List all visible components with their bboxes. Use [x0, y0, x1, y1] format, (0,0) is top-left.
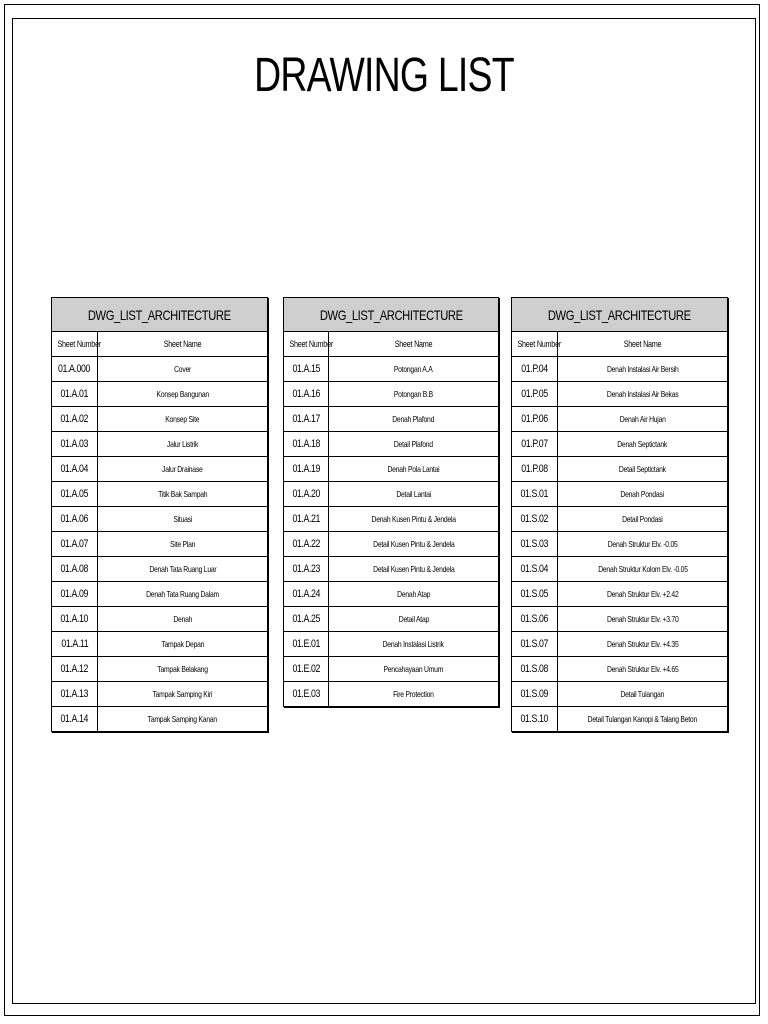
- sheet-name-cell: Denah Instalasi Listrik: [329, 632, 499, 657]
- table-row: [52, 582, 268, 607]
- sheet-name-cell: Jalur Listrik: [98, 432, 268, 457]
- sheet-name-cell: Denah Kusen Pintu & Jendela: [329, 507, 499, 532]
- sheet-name-cell: Denah Instalasi Air Bersih: [558, 357, 728, 382]
- sheet-number-cell: 01.S.05: [512, 582, 558, 607]
- sheet-number-cell: 01.S.01: [512, 482, 558, 507]
- sheet-name-cell: Konsep Site: [98, 407, 268, 432]
- sheet-name-cell: Denah: [98, 607, 268, 632]
- sheet-name-cell: Denah Pondasi: [558, 482, 728, 507]
- table-row: [284, 357, 499, 382]
- sheet-number-cell: 01.A.18: [284, 432, 329, 457]
- sheet-number-cell: 01.S.02: [512, 507, 558, 532]
- table-row: [52, 382, 268, 407]
- sheet-number-cell: 01.E.02: [284, 657, 329, 682]
- sheet-name-cell: Detail Tulangan Kanopi & Talang Beton: [558, 707, 728, 732]
- sheet-name-cell: Detail Pondasi: [558, 507, 728, 532]
- sheet-name-cell: Denah Struktur Kolom Elv. -0.05: [558, 557, 728, 582]
- sheet-name-cell: Denah Struktur Elv. -0.05: [558, 532, 728, 557]
- sheet-name-cell: Situasi: [98, 507, 268, 532]
- sheet-name-cell: Denah Tata Ruang Dalam: [98, 582, 268, 607]
- sheet-number-cell: 01.A.10: [52, 607, 98, 632]
- sheet-name-cell: Denah Instalasi Air Bekas: [558, 382, 728, 407]
- sheet-number-cell: 01.A.000: [52, 357, 98, 382]
- sheet-number-cell: 01.E.01: [284, 632, 329, 657]
- table-row: [284, 632, 499, 657]
- sheet-number-cell: 01.A.11: [52, 632, 98, 657]
- sheet-number-cell: 01.S.03: [512, 532, 558, 557]
- sheet-name-cell: Denah Struktur Elv. +2.42: [558, 582, 728, 607]
- sheet-number-cell: 01.S.08: [512, 657, 558, 682]
- sheet-name-cell: Denah Air Hujan: [558, 407, 728, 432]
- sheet-name-cell: Potongan B.B: [329, 382, 499, 407]
- sheet-number-cell: 01.A.14: [52, 707, 98, 732]
- column-header-sheet-name: Sheet Name: [329, 332, 499, 357]
- sheet-name-cell: Tampak Samping Kanan: [98, 707, 268, 732]
- sheet-name-cell: Denah Atap: [329, 582, 499, 607]
- sheet-name-cell: Fire Protection: [329, 682, 499, 707]
- sheet-name-cell: Detail Kusen Pintu & Jendela: [329, 532, 499, 557]
- sheet-number-cell: 01.P.07: [512, 432, 558, 457]
- sheet-number-cell: 01.E.03: [284, 682, 329, 707]
- table-row: [52, 357, 268, 382]
- sheet-name-cell: Detail Plafond: [329, 432, 499, 457]
- sheet-number-cell: 01.A.13: [52, 682, 98, 707]
- table-row: [512, 657, 728, 682]
- sheet-number-cell: 01.P.06: [512, 407, 558, 432]
- sheet-number-cell: 01.A.04: [52, 457, 98, 482]
- sheet-name-cell: Denah Tata Ruang Luar: [98, 557, 268, 582]
- table-header: DWG_LIST_ARCHITECTURE: [512, 298, 728, 332]
- sheet-name-cell: Denah Plafond: [329, 407, 499, 432]
- table-row: [512, 582, 728, 607]
- sheet-name-cell: Pencahayaan Umum: [329, 657, 499, 682]
- sheet-name-cell: Denah Pola Lantai: [329, 457, 499, 482]
- table-row: [52, 557, 268, 582]
- column-header-sheet-number: Sheet Number: [512, 332, 558, 357]
- table-row: [512, 357, 728, 382]
- table-row: [52, 407, 268, 432]
- column-header-sheet-number: Sheet Number: [284, 332, 329, 357]
- sheet-number-cell: 01.A.20: [284, 482, 329, 507]
- sheet-name-cell: Denah Septictank: [558, 432, 728, 457]
- sheet-number-cell: 01.A.17: [284, 407, 329, 432]
- sheet-number-cell: 01.A.06: [52, 507, 98, 532]
- table-row: [512, 532, 728, 557]
- table-row: [512, 682, 728, 707]
- table-row: [512, 707, 728, 732]
- table-row: [512, 557, 728, 582]
- sheet-number-cell: 01.A.19: [284, 457, 329, 482]
- sheet-name-cell: Tampak Belakang: [98, 657, 268, 682]
- sheet-number-cell: 01.A.16: [284, 382, 329, 407]
- sheet-name-cell: Denah Struktur Elv. +4.35: [558, 632, 728, 657]
- sheet-number-cell: 01.S.04: [512, 557, 558, 582]
- sheet-number-cell: 01.A.21: [284, 507, 329, 532]
- sheet-number-cell: 01.A.12: [52, 657, 98, 682]
- sheet-name-cell: Cover: [98, 357, 268, 382]
- sheet-number-cell: 01.A.03: [52, 432, 98, 457]
- table-row: [284, 582, 499, 607]
- column-header-sheet-number: Sheet Number: [52, 332, 98, 357]
- column-header-sheet-name: Sheet Name: [98, 332, 268, 357]
- table-row: [284, 507, 499, 532]
- sheet-number-cell: 01.S.10: [512, 707, 558, 732]
- sheet-name-cell: Site Plan: [98, 532, 268, 557]
- table-row: [284, 657, 499, 682]
- table-row: [52, 532, 268, 557]
- table-row: [284, 482, 499, 507]
- sheet-number-cell: 01.S.09: [512, 682, 558, 707]
- sheet-name-cell: Detail Kusen Pintu & Jendela: [329, 557, 499, 582]
- drawing-list-table-1: [51, 297, 268, 732]
- drawing-list-table-3: [511, 297, 728, 732]
- sheet-name-cell: Detail Tulangan: [558, 682, 728, 707]
- table-row: [512, 432, 728, 457]
- sheet-number-cell: 01.A.07: [52, 532, 98, 557]
- table-row: [284, 682, 499, 707]
- table-row: [512, 632, 728, 657]
- sheet-number-cell: 01.A.22: [284, 532, 329, 557]
- table-row: [512, 457, 728, 482]
- sheet-name-cell: Denah Struktur Elv. +3.70: [558, 607, 728, 632]
- table-row: [52, 432, 268, 457]
- table-row: [512, 407, 728, 432]
- sheet-number-cell: 01.S.06: [512, 607, 558, 632]
- table-row: [512, 382, 728, 407]
- sheet-number-cell: 01.P.05: [512, 382, 558, 407]
- table-row: [52, 632, 268, 657]
- table-header: DWG_LIST_ARCHITECTURE: [284, 298, 499, 332]
- sheet-name-cell: Detail Lantai: [329, 482, 499, 507]
- table-row: [52, 707, 268, 732]
- table-row: [52, 482, 268, 507]
- sheet-number-cell: 01.A.02: [52, 407, 98, 432]
- page-title: DRAWING LIST: [254, 49, 514, 102]
- table-row: [284, 557, 499, 582]
- sheet-number-cell: 01.A.08: [52, 557, 98, 582]
- sheet-number-cell: 01.S.07: [512, 632, 558, 657]
- table-row: [52, 657, 268, 682]
- sheet-name-cell: Jalur Drainase: [98, 457, 268, 482]
- table-row: [284, 432, 499, 457]
- sheet-name-cell: Detail Septictank: [558, 457, 728, 482]
- sheet-number-cell: 01.A.01: [52, 382, 98, 407]
- sheet-name-cell: Denah Struktur Elv. +4.65: [558, 657, 728, 682]
- sheet-number-cell: 01.P.04: [512, 357, 558, 382]
- table-row: [284, 407, 499, 432]
- table-row: [52, 682, 268, 707]
- table-row: [512, 482, 728, 507]
- sheet-number-cell: 01.A.25: [284, 607, 329, 632]
- sheet-number-cell: 01.A.09: [52, 582, 98, 607]
- column-header-sheet-name: Sheet Name: [558, 332, 728, 357]
- table-header: DWG_LIST_ARCHITECTURE: [52, 298, 268, 332]
- table-row: [284, 607, 499, 632]
- sheet-number-cell: 01.A.23: [284, 557, 329, 582]
- sheet-number-cell: 01.A.05: [52, 482, 98, 507]
- sheet-name-cell: Titik Bak Sampah: [98, 482, 268, 507]
- table-row: [52, 607, 268, 632]
- table-row: [284, 457, 499, 482]
- table-row: [284, 532, 499, 557]
- sheet-number-cell: 01.A.15: [284, 357, 329, 382]
- sheet-name-cell: Tampak Samping Kiri: [98, 682, 268, 707]
- sheet-number-cell: 01.A.24: [284, 582, 329, 607]
- sheet-name-cell: Potongan A.A: [329, 357, 499, 382]
- sheet-name-cell: Tampak Depan: [98, 632, 268, 657]
- table-row: [52, 457, 268, 482]
- table-row: [284, 382, 499, 407]
- drawing-list-table-2: [283, 297, 499, 707]
- sheet-number-cell: 01.P.08: [512, 457, 558, 482]
- table-row: [512, 607, 728, 632]
- sheet-name-cell: Konsep Bangunan: [98, 382, 268, 407]
- table-row: [512, 507, 728, 532]
- sheet-name-cell: Detail Atap: [329, 607, 499, 632]
- table-row: [52, 507, 268, 532]
